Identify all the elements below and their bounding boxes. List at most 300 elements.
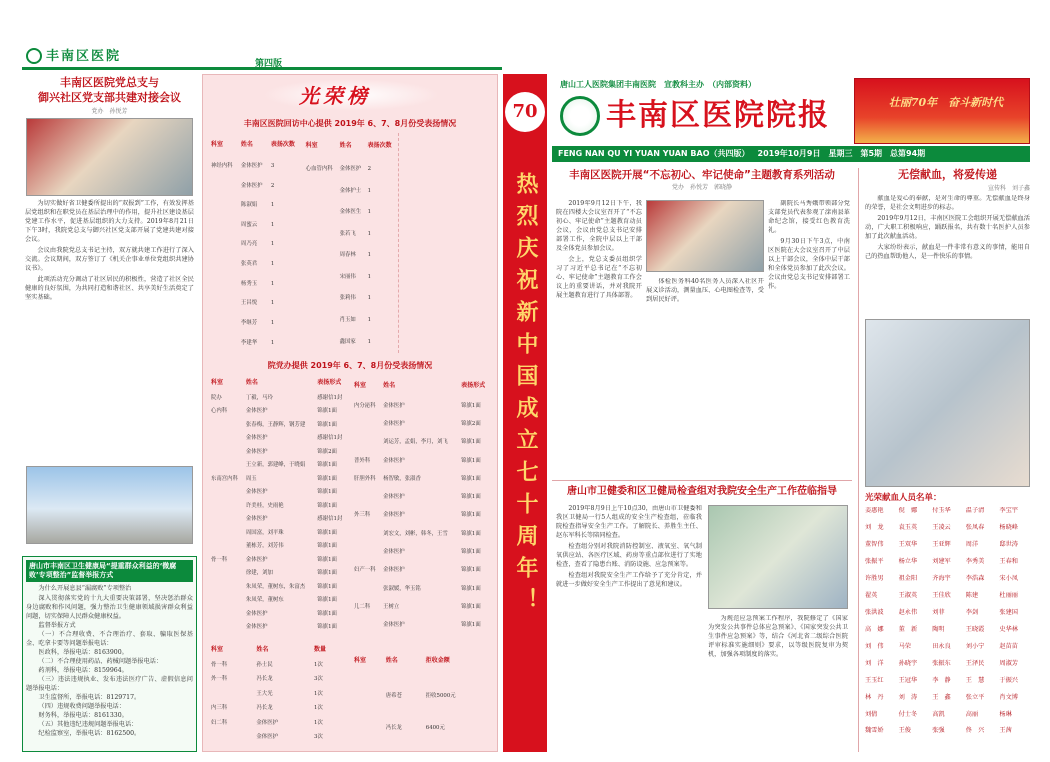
cell (352, 543, 381, 561)
paragraph: 为规范应急预案工作程序，我院修定了《国家为突发公共事件总体应急预案》、《国家突发公共卫生事件应急预案》等，结合《河北省二级综合医院评审标准实施细则》要求，以等级医院复审为契机，加强各项制度的落实。 (708, 615, 848, 658)
table-row (209, 540, 348, 554)
honor-section1 (209, 133, 491, 353)
notice-line: 药剂科，举报电话：8159964。 (38, 667, 128, 675)
cell (209, 196, 239, 216)
theme-article-byline: 党办 孙悦芳 郭晓静 (671, 184, 732, 192)
table-row (209, 314, 302, 334)
cell: 许美桂，史雨艳 (245, 502, 284, 509)
blood-article (858, 168, 1030, 752)
cell: 妇产一科 (354, 567, 376, 574)
table-row (304, 224, 397, 246)
cell: 锦旗2面 (461, 421, 481, 427)
cell: 杨秀玉 (240, 280, 258, 287)
cell (209, 176, 239, 196)
safety-column-right (708, 615, 848, 749)
masthead-title: 丰南区医院院报 (606, 98, 830, 133)
cell: 金体医护 (245, 489, 268, 496)
party-article-title-1: 丰南区医院党总支与 (60, 76, 159, 89)
cell: 外三科 (354, 512, 371, 519)
cell: 1 (367, 230, 372, 237)
th: 姓名 (385, 656, 398, 664)
cell: 骨一科 (211, 662, 228, 669)
cell (352, 489, 381, 507)
donor-name: 李浩森 (965, 575, 985, 583)
notice-line: （四）违规收费问题举报电话： (38, 702, 126, 710)
honor-banner-title: 光荣榜 (299, 84, 371, 108)
cell (352, 680, 384, 712)
health-notice-title: 唐山市丰南区卫生健康局“提重群众利益的‘微腐败’专项整治”监督举报方式 (26, 560, 193, 582)
donor-name: 付玉华 (932, 507, 951, 515)
cell: 锦旗1面 (461, 475, 481, 482)
donor-name: 袁玉英 (898, 524, 918, 532)
cell: 内分泌科 (354, 402, 376, 409)
cell: 周蜜云 (240, 221, 258, 228)
table-row (209, 594, 348, 608)
left-masthead-text: 丰南区医院 (46, 49, 122, 64)
cell: 1 (270, 280, 275, 287)
cell: 1次 (313, 705, 323, 712)
cell (352, 580, 381, 598)
cell (352, 416, 381, 434)
cell: 李建华 (240, 339, 258, 346)
table-row (209, 446, 348, 460)
honor-board (202, 74, 498, 752)
donor-name: 付士冬 (898, 710, 918, 718)
cell (209, 216, 239, 236)
notice-line: （三）违法违规执业、发布违法医疗广告、虚假信息问题举报电话： (26, 676, 193, 693)
cell (209, 459, 244, 473)
masthead-banner-image (854, 78, 1030, 144)
masthead-date: 2019年10月9日 (757, 148, 821, 158)
cell (352, 434, 381, 452)
cell: 金体医护 (383, 402, 405, 409)
cell: 拒收5000元 (425, 692, 456, 699)
donor-name: 王佳欣 (932, 592, 951, 600)
masthead-issue: 第5期 (860, 148, 883, 158)
cell: 1 (367, 338, 372, 345)
paragraph: 2019年9月12日，丰南区医院工会组织开展无偿献血活动，广大职工积极响应，踊跃报名，共有数十名医护人员参加了此次献血活动。 (865, 214, 1030, 240)
table-row (209, 731, 348, 745)
cell: 金体医护 (383, 457, 405, 464)
donor-name: 倪 娜 (898, 507, 918, 515)
health-notice-lines (26, 595, 193, 739)
honor-table-col1 (209, 133, 302, 353)
paragraph: 献血是爱心的奉献，是对生命的尊重。无偿献血是终身的荣誉，是社会文明进步的标志。 (865, 194, 1030, 211)
theme-photo (646, 200, 764, 272)
cell (209, 275, 239, 295)
table-row (209, 702, 348, 716)
cell: 1 (270, 241, 275, 248)
cell: 锦旗1面 (461, 603, 481, 610)
cell: 金体医护 (383, 512, 405, 519)
cell: 朱凤荣，董树东，朱富杰 (245, 583, 306, 590)
cell: 张英君 (240, 261, 258, 268)
th: 表扬形式 (461, 382, 486, 390)
donor-name: 刘 伟 (865, 642, 884, 650)
donor-name: 王双华 (898, 541, 918, 549)
donor-name: 王淑英 (898, 592, 918, 600)
table-row (304, 202, 397, 224)
table-row (209, 405, 348, 419)
cell (209, 540, 244, 554)
cell: 张若飞 (339, 230, 356, 237)
table-row (304, 159, 397, 181)
cell (209, 581, 244, 595)
theme-article (552, 168, 852, 476)
table-row (352, 470, 491, 488)
table-row (209, 432, 348, 446)
celebration-slogan: 热烈庆祝新中国成立七十周年！ (513, 172, 539, 620)
cell: 王立新，郭建峰，于晓娟 (245, 462, 306, 469)
cell: 肝胆外科 (354, 475, 376, 482)
th: 数量 (313, 645, 326, 653)
cell: 金体医护 (339, 166, 362, 173)
masthead-org-line: 唐山工人医院集团丰南医院 宣教科主办 （内部资料） (560, 80, 756, 89)
cell (304, 202, 338, 224)
paragraph: 为切实做好省卫健委所提出的“双报到”工作，有效发挥基层党组织和在职党员在基层治理中的作用，提升社区建设基层党建工作水平，促进基层组织的大力支持。2019年8月21日下午3时，我院党总支与御兴社区党支部开展了党建共建对接会议。 (25, 199, 194, 243)
cell: 锦旗1面 (317, 556, 337, 563)
cell: 金体医护 (245, 408, 268, 415)
donor-name: 邸世涛 (999, 541, 1018, 549)
cell: 1 (270, 319, 275, 326)
cell: 外一科 (211, 676, 228, 683)
donor-name: 刘 龙 (865, 524, 884, 532)
table-row (352, 580, 491, 598)
cell: 1 (270, 339, 275, 346)
donor-name: 王晓霞 (965, 625, 985, 633)
table-row (209, 608, 348, 622)
cell (304, 224, 338, 246)
cell (209, 486, 244, 500)
notice-line: （一）不合理收费、不合理治疗、套取、骗取医保基金、吃拿卡要等问题举报电话： (26, 631, 193, 648)
table-row (209, 659, 348, 673)
th: 姓名 (245, 379, 258, 387)
cell: 丁毅，马玲 (245, 394, 273, 401)
paragraph: 会上，党总支委员组织学习了习近平总书记在“不忘初心、牢记使命”主题教育工作会议上的重要讲话，并对我院开展主题教育进行了具体部署。 (556, 255, 642, 299)
cell: 徐建，刘加 (245, 570, 273, 577)
cell (209, 527, 244, 541)
donor-name: 王俊 (898, 727, 911, 735)
blood-article-body (865, 195, 1030, 315)
table-row (304, 181, 397, 203)
donor-name: 史华林 (999, 625, 1018, 633)
celebration-band (503, 74, 547, 752)
cell: 锦旗1面 (317, 489, 337, 496)
cell: 锦旗1面 (317, 610, 337, 617)
donor-name: 林 丹 (865, 693, 884, 701)
cell: 金体医护 (240, 163, 263, 170)
table-row (209, 391, 348, 405)
table-row (304, 288, 397, 310)
cell: 周春林 (339, 252, 356, 259)
cell: 6400元 (425, 725, 445, 732)
donor-name: 张振东 (932, 659, 951, 667)
cell (209, 594, 244, 608)
cell (209, 567, 244, 581)
donor-name: 张凤春 (965, 524, 985, 532)
cell: 锦旗1面 (461, 567, 481, 574)
table-row (209, 157, 302, 177)
table-row (209, 473, 348, 487)
honor-table-col2 (304, 133, 397, 353)
cell: 金体医护 (245, 610, 268, 617)
table-row (304, 310, 397, 332)
cell: 唐希苍 (385, 692, 402, 699)
cell: 锦旗1面 (317, 421, 337, 428)
donor-name: 佟 兴 (965, 727, 985, 735)
party-article-byline: 党办 孙悦芳 (91, 107, 128, 115)
donor-name: 张强 (932, 727, 945, 735)
donor-name: 董 新 (898, 625, 918, 633)
table-row (209, 621, 348, 635)
blood-article-byline: 宣传科 刘子鑫 (987, 184, 1030, 192)
cell: 锦旗1面 (461, 457, 481, 464)
cell: 周玉 (245, 475, 257, 482)
cell (209, 432, 244, 446)
theme-article-title: 丰南区医院开展“不忘初心、牢记使命”主题教育系列活动 (569, 169, 835, 181)
honor-gift-table (352, 641, 491, 745)
honor-section2-table-right (352, 375, 491, 635)
paragraph: 会议由我院党总支书记主持，双方就共建工作进行了深入交流。会议期间，双方签订了《机关企事业单位党组织共建协议书》。 (25, 246, 194, 272)
cell: 普外科 (354, 457, 371, 464)
notice-line: 卫生监督所，举报电话：8129717。 (38, 694, 141, 701)
th: 表扬形式 (317, 379, 342, 387)
cell: 锦旗1面 (461, 622, 481, 629)
cell: 锦旗1面 (461, 439, 481, 446)
table-row (352, 562, 491, 580)
safety-column-left (556, 505, 702, 749)
table-row (352, 507, 491, 525)
cell: 张春梅，王静辉，钢芳建 (245, 421, 306, 428)
cell: 心内科 (211, 408, 228, 415)
cell (209, 235, 239, 255)
donor-name: 祖金阳 (898, 575, 918, 583)
cell: 锦旗2面 (317, 448, 337, 455)
blood-article-title: 无偿献血，将爱传递 (898, 168, 997, 181)
donor-name: 李 静 (932, 676, 951, 684)
cell: 院办 (211, 394, 222, 401)
cell: 锦旗1面 (317, 462, 337, 469)
donor-name: 宋小凤 (999, 575, 1018, 583)
donor-name: 李剑 (965, 608, 979, 616)
th: 科室 (211, 645, 224, 653)
community-photo (26, 466, 193, 544)
notice-line: 监督举报方式 (38, 622, 76, 630)
donor-name: 张洪波 (865, 608, 884, 616)
th: 科室 (211, 379, 224, 387)
cell: 锦旗1面 (317, 570, 337, 577)
donor-name: 王春和 (999, 558, 1018, 566)
donor-name: 李秀美 (965, 558, 985, 566)
cell: 1 (367, 295, 372, 302)
cell: 金体医护 (383, 567, 405, 574)
cell: 金体医护 (240, 182, 263, 189)
cell: 金体医护 (256, 734, 278, 741)
cell: 3 (270, 163, 275, 170)
donor-name: 肖文博 (999, 693, 1018, 701)
table-row (209, 275, 302, 295)
donor-name: 马荣 (898, 642, 911, 650)
donor-name: 周洋 (965, 541, 979, 549)
safety-photo (708, 505, 848, 609)
table-row (209, 333, 302, 353)
cell: 李继芳 (240, 319, 258, 326)
notice-line: 纪检监察室，举报电话：8162500。 (38, 729, 141, 737)
cell: 内三科 (211, 705, 228, 712)
cell (352, 525, 381, 543)
donor-name: 孙晓宇 (898, 659, 918, 667)
donor-name: 王冠华 (898, 676, 918, 684)
cell: 金体医护 (383, 548, 405, 555)
cell: 金体医护 (245, 556, 268, 563)
cell: 肖玉如 (339, 317, 356, 324)
cell: 锦旗1面 (317, 583, 337, 590)
cell: 张淑媛，华玉铭 (383, 585, 421, 592)
cell: 王昌悦 (240, 300, 258, 307)
health-notice (22, 556, 197, 752)
masthead-total: 总第94期 (890, 148, 926, 158)
table-row (209, 255, 302, 275)
table-row (209, 673, 348, 687)
safety-article (552, 480, 852, 752)
donor-name: 王泽民 (965, 659, 985, 667)
hospital-logo-icon (26, 48, 42, 64)
table-row (352, 713, 491, 745)
cell: 刘运芳，孟娟，李月，刘飞 (383, 439, 448, 446)
cell: 东南宫内科 (211, 475, 238, 482)
table-row (352, 680, 491, 712)
notice-line: （五）其他违纪违规问题举报电话： (38, 720, 138, 728)
cell: 金体医生 (339, 209, 362, 216)
honor-section1-title: 丰南区医院回访中心提供 2019年 6、7、8月份受表扬情况 (243, 119, 457, 128)
cell: 锦旗1面 (317, 543, 337, 550)
cell (352, 713, 384, 745)
cell (209, 621, 244, 635)
cell: 杨智敏，张淑香 (383, 475, 421, 482)
cell: 周乃亮 (240, 241, 258, 248)
cell (209, 513, 244, 527)
cell: 锦旗1面 (317, 597, 337, 604)
donor-name: 赵苗苗 (999, 642, 1018, 650)
donor-name: 魏雪娇 (865, 727, 884, 735)
cell: 冯长龙 (256, 705, 273, 712)
table-row (209, 235, 302, 255)
party-article-body (22, 200, 197, 303)
cell (304, 181, 338, 203)
donor-name: 陶明 (932, 625, 945, 633)
donor-name: 齐海宇 (932, 575, 951, 583)
cell: 金体医护 (245, 516, 268, 523)
donor-name: 刘小宁 (965, 642, 985, 650)
honor-section2-table-left (209, 375, 348, 635)
cell: 儿二科 (354, 603, 371, 610)
cell: 1次 (313, 662, 323, 669)
cell: 金体医护 (383, 622, 405, 629)
donor-name: 刘 洋 (865, 659, 884, 667)
theme-column-right (768, 200, 850, 472)
honor-table-col3-filler (398, 133, 491, 353)
cell: 1 (367, 252, 372, 259)
donor-list (865, 507, 1030, 743)
table-row (209, 500, 348, 514)
th: 表扬次数 (270, 140, 295, 148)
blood-photo (865, 319, 1030, 487)
honor-section3 (209, 641, 491, 745)
cell: 金体医护 (245, 448, 268, 455)
honor-section3-table (209, 641, 348, 745)
cell (209, 333, 239, 353)
paragraph: 大家纷纷表示，献血是一件非常有意义的事情，能用自己的热血帮助他人，是一件快乐的事情。 (865, 243, 1030, 260)
th: 姓名 (240, 140, 253, 148)
donor-name: 张建国 (999, 608, 1018, 616)
cell (304, 267, 338, 289)
donor-name: 刘菲 (932, 608, 945, 616)
cell (304, 310, 338, 332)
cell (304, 245, 338, 267)
th: 科室 (211, 140, 224, 148)
notice-line: 医政科，举报电话：8163900。 (38, 649, 128, 657)
donor-name: 王亚辉 (932, 541, 951, 549)
anniversary-badge: 70 (505, 92, 545, 132)
notice-line: （二）不合理使用药品、药械问题举报电话： (38, 658, 163, 666)
donor-name: 张振平 (865, 558, 884, 566)
cell: 感谢信1封 (317, 516, 343, 523)
cell: 2 (270, 182, 275, 189)
cell (209, 500, 244, 514)
donor-name: 王茜 (999, 727, 1012, 735)
notice-line: 深入贯彻落实党的十九大重要决策部署，坚决惩治群众身边腐败和作风问题，强力整治卫生健康领域损害群众利益问题，切实保障人民群众健康权益。 (26, 595, 193, 621)
cell: 1 (270, 221, 275, 228)
masthead-banner-text: 壮丽70年 奋斗新时代 (888, 96, 1004, 109)
cell: 锦旗1面 (461, 530, 481, 537)
cell: 锦旗1面 (317, 475, 337, 482)
cell: 3次 (313, 676, 323, 683)
table-row (209, 687, 348, 701)
cell: 3次 (313, 734, 323, 741)
cell: 锦旗1面 (461, 494, 481, 501)
cell (352, 617, 381, 635)
donor-name: 王 慧 (965, 676, 985, 684)
table-row (352, 617, 491, 635)
cell: 1 (270, 202, 275, 209)
masthead-pinyin: FENG NAN QU YI YUAN YUAN BAO（共四版） (558, 148, 750, 158)
donor-list-title: 光荣献血人员名单： (865, 492, 942, 503)
table-row (352, 434, 491, 452)
paragraph: 检查组分别对我院消防控制室、液氧室、氧气制氧供应站、各医疗区域、药房等重点部位进行了实地检查，查看了隐患台账、消防设施、应急预案等。 (556, 542, 702, 568)
paragraph: 此项活动充分调动了社区居民的积极性，营造了社区全民健康的良好氛围，为共同打造和谐社区、共享美好生活奠定了坚实基础。 (25, 275, 194, 301)
masthead-logo-icon (560, 96, 600, 136)
masthead-info-bar (552, 146, 1030, 162)
cell: 1 (270, 261, 275, 268)
table-row (209, 294, 302, 314)
table-row (209, 527, 348, 541)
donor-name: 于振兴 (999, 676, 1018, 684)
cell: 金体医护 (245, 435, 268, 442)
donor-name: 周淑芳 (999, 659, 1018, 667)
donor-name: 张立平 (965, 693, 985, 701)
table-row (209, 581, 348, 595)
notice-line: 财务科，举报电话：8161330。 (38, 711, 128, 719)
cell: 冯长龙 (385, 725, 402, 732)
cell: 董栋芳，刘芳伟 (245, 543, 284, 550)
paragraph: 2019年9月12日下午，我院在四楼大会议室召开了“不忘初心、牢记使命”主题教育动员会议，会议由党总支书记安排部署工作，全院中层以上干部及全体党员参加会议。 (556, 200, 642, 252)
cell: 1 (367, 187, 372, 194)
theme-column-left (556, 200, 642, 472)
donor-name: 刘倩 (865, 710, 878, 718)
donor-name: 李宝宇 (999, 507, 1018, 515)
table-row (304, 245, 397, 267)
cell (209, 731, 254, 745)
